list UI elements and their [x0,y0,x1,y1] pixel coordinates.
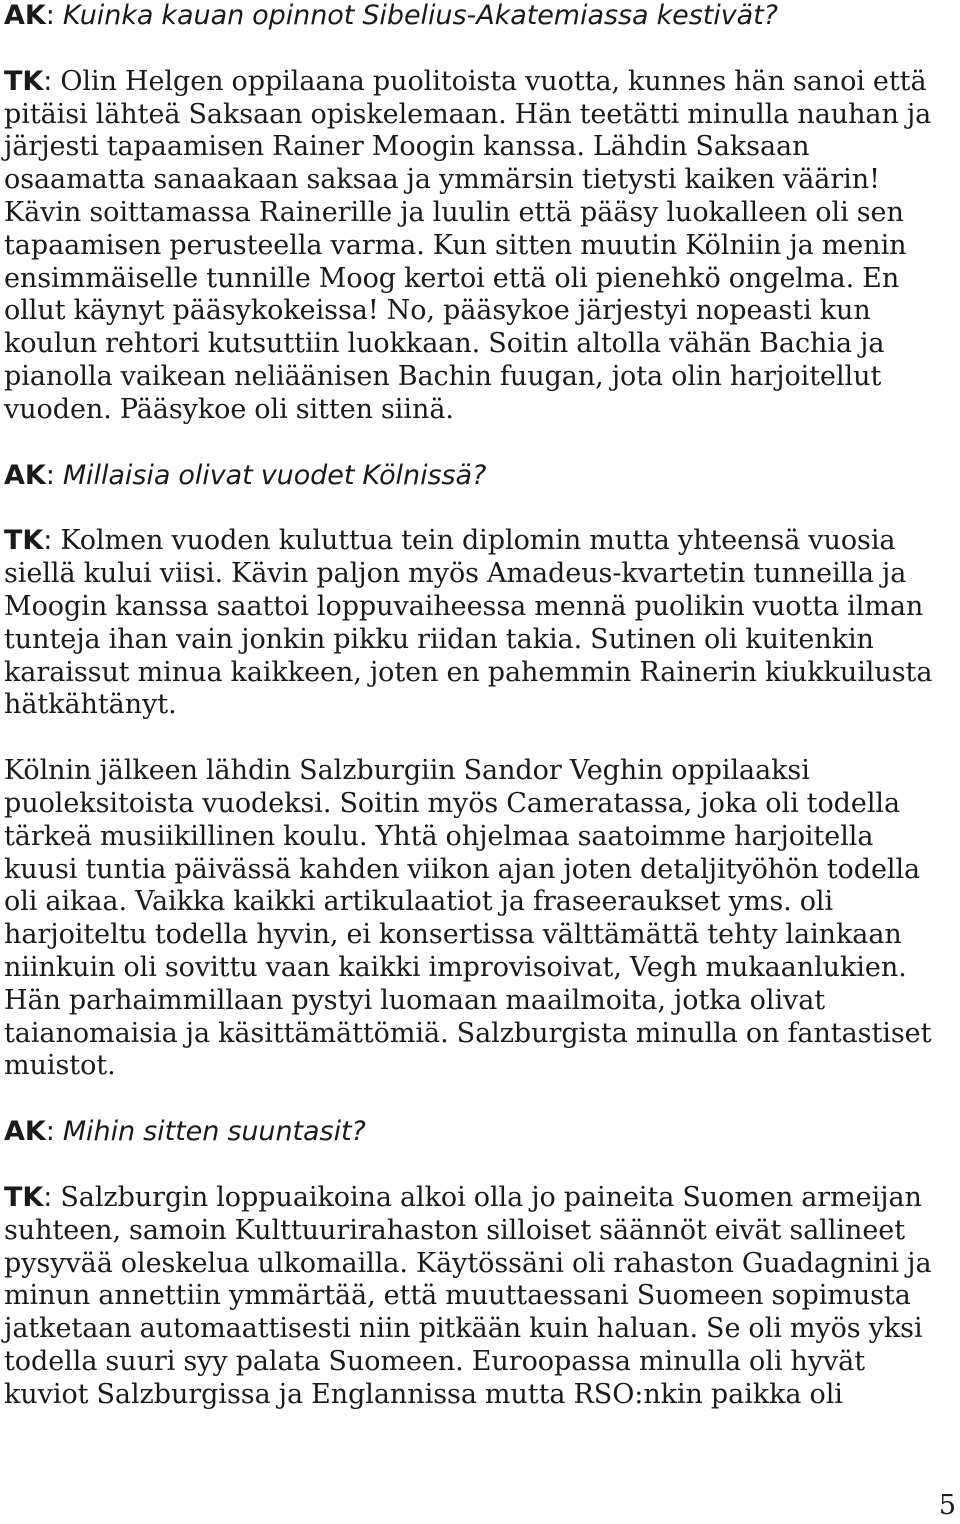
speaker-label-ak: AK [4,459,46,491]
question-text: Mihin sitten suuntasit? [62,1116,366,1148]
question-2 [4,460,954,493]
question-text: Kuinka kauan opinnot Sibelius-Akatemiassa kestivät? [62,0,778,31]
speaker-separator: : [43,1181,61,1213]
speaker-separator: : [45,1116,63,1148]
speaker-label-tk: TK [4,1181,44,1213]
answer-2-continued [4,755,954,1083]
paragraph-gap [4,722,954,755]
answer-text: Olin Helgen oppilaana puolitoista vuotta, kunnes hän sanoi että pitäisi lähteä Saksaan opiskelemaan. Hän teetätti minulla nauhan ja järjesti tapaamisen Rainer Moogin kanssa. Lähdin Saksaan osaamatta sanaakaan saksaa ja ymmärsin tietysti kaiken väärin! Kävin soittamassa Rainerille ja luulin että pääsy luokalleen oli sen tapaamisen perusteella varma. Kun sitten muutin Kölniin ja menin ensimmäiselle tunnille Moog kertoi että oli pienehkö ongelma. En ollut käynyt pääsykokeissa! No, pääsykoe järjestyi nopeasti kun koulun rehtori kutsuttiin luokkaan. Soitin altolla vähän Bachia ja pianolla vaikean neliäänisen Bachin fuugan, jota olin harjoitellut vuoden. Pääsykoe oli sitten siinä. [4,65,932,425]
speaker-label-ak: AK [4,0,46,31]
speaker-label-ak: AK [4,1116,46,1148]
speaker-separator: : [45,459,63,491]
question-text: Millaisia olivat vuodet Kölnissä? [62,459,487,491]
speaker-separator: : [43,525,61,557]
interview-page [4,0,954,1411]
page-number: 5 [938,1490,956,1521]
answer-1 [4,66,954,427]
paragraph-gap [4,492,954,525]
paragraph-gap [4,33,954,66]
paragraph-text: Kölnin jälkeen lähdin Salzburgiin Sandor Veghin oppilaaksi puoleksitoista vuodeksi. Soitin myös Cameratassa, joka oli todella tärkeä musiikillinen koulu. Yhtä ohjelmaa saatoimme harjoitella kuusi tuntia päivässä kahden viikon ajan joten detaljityöhön todella oli aikaa. Vaikka kaikki artikulaatiot ja fraseeraukset yms. oli harjoiteltu todella hyvin, ei konsertissa välttämättä tehty lainkaan niinkuin oli sovittu vaan kaikki improvisoivat, Vegh mukaanlukien. Hän parhaimmillaan pystyi luomaan maailmoita, jotka olivat taianomaisia ja käsittämättömiä. Salzburgista minulla on fantastiset muistot. [4,755,932,1082]
question-1 [4,0,954,33]
answer-text: Kolmen vuoden kuluttua tein diplomin mutta yhteensä vuosia siellä kului viisi. Kävin paljon myös Amadeus-kvartetin tunneilla ja Moogin kanssa saattoi loppuvaiheessa mennä puolikin vuotta ilman tunteja ihan vain jonkin pikku riidan takia. Sutinen oli kuitenkin karaissut minua kaikkeen, joten en pahemmin Rainerin kiukkuilusta hätkähtänyt. [4,525,933,721]
paragraph-gap [4,427,954,460]
speaker-separator: : [45,0,63,31]
paragraph-gap [4,1083,954,1116]
answer-3 [4,1182,954,1412]
answer-text: Salzburgin loppuaikoina alkoi olla jo paineita Suomen armeijan suhteen, samoin Kulttuurirahaston silloiset säännöt eivät sallineet pysyvää oleskelua ulkomailla. Käytössäni oli rahaston Guadagnini ja minun annettiin ymmärtää, että muuttaessani Suomeen sopimusta jatketaan automaattisesti niin pitkään kuin haluan. Se oli myös yksi todella suuri syy palata Suomeen. Euroopassa minulla oli hyvät kuviot Salzburgissa ja Englannissa mutta RSO:nkin paikka oli [4,1181,932,1410]
question-3 [4,1116,954,1149]
answer-2 [4,525,954,722]
speaker-label-tk: TK [4,65,44,97]
paragraph-gap [4,1149,954,1182]
speaker-label-tk: TK [4,525,44,557]
speaker-separator: : [43,65,61,97]
